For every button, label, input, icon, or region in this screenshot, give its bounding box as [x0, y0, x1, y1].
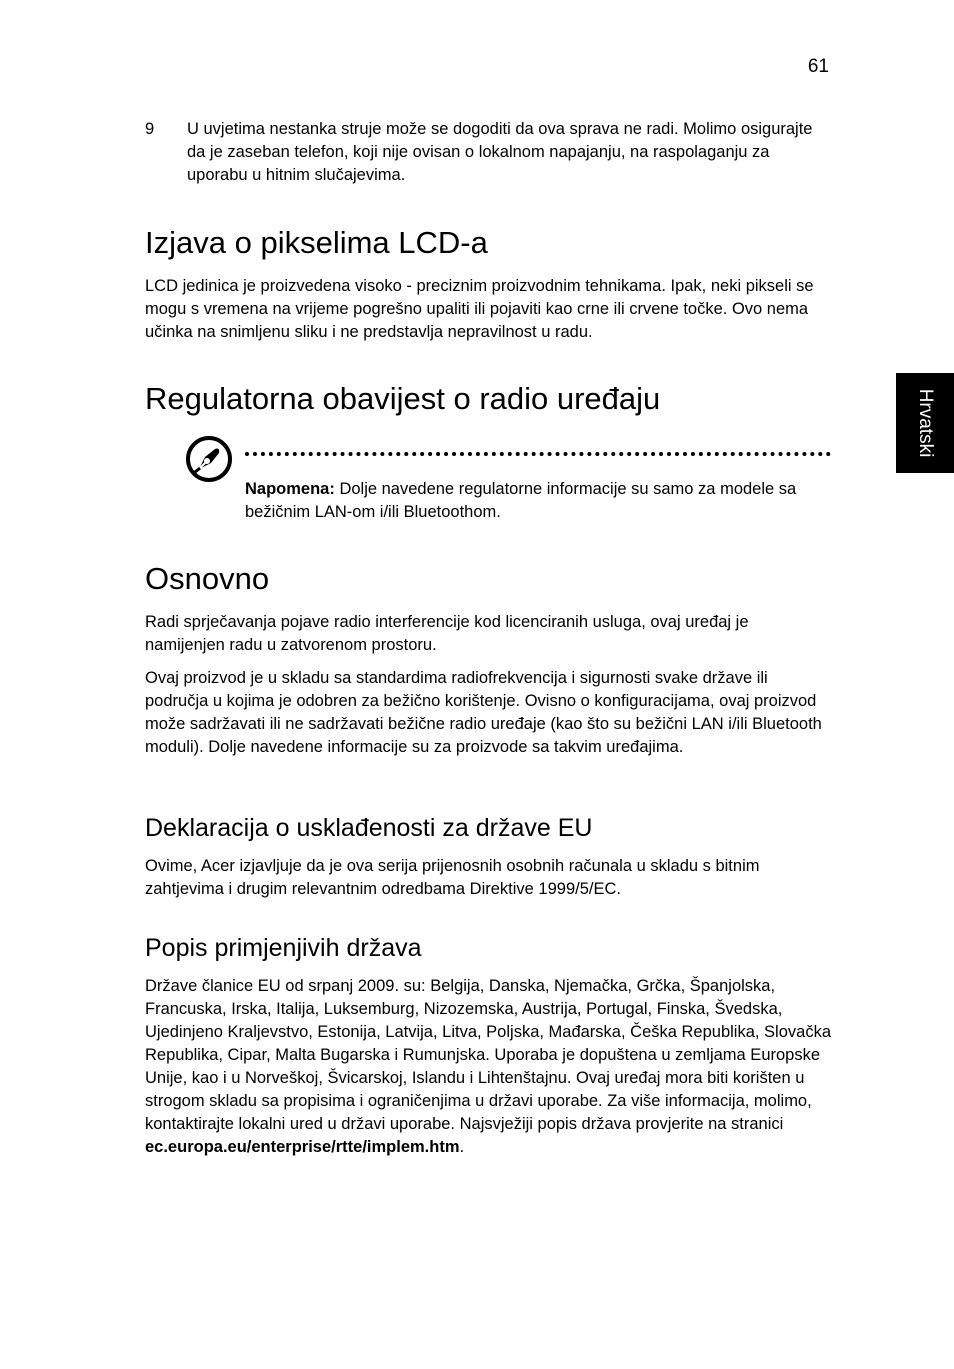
- list-item: [145, 118, 831, 187]
- eu-section-body: Ovime, Acer izjavljuje da je ova serija prijenosnih osobnih računala u skladu s bitnim zahtjevima i drugim relevantnim odredbama Direktive 1999/5/EC.: [145, 857, 760, 898]
- countries-section-block: [145, 975, 831, 1159]
- language-tab-label: Hrvatski: [915, 388, 936, 458]
- note-dotted-rule: [245, 452, 831, 456]
- lcd-section-heading: Izjava o pikselima LCD-a: [145, 225, 488, 260]
- page-number: 61: [807, 56, 829, 77]
- countries-link[interactable]: ec.europa.eu/enterprise/rtte/implem.htm: [145, 1138, 460, 1156]
- list-item-number: 9: [145, 120, 155, 138]
- lcd-section-body: LCD jedinica je proizvedena visoko - preciznim proizvodnim tehnikama. Ipak, neki pikseli se mogu s vremena na vrijeme pogrešno upaliti ili pojaviti kao crne ili crvene točke. Ovo nema učinka na snimljenu sliku i ne predstavlja nepravilnost u radu.: [145, 277, 814, 341]
- countries-text: Države članice EU od srpanj 2009. su: Belgija, Danska, Njemačka, Grčka, Španjolska, Francuska, Irska, Italija, Luksemburg, Nizozemska, Austrija, Portugal, Finska, Švedska, Ujedinjeno Kraljevstvo, Estonija, Latvija, Litva, Poljska, Mađarska, Češka Republika, Slovačka Republika, Cipar, Malta Bugarska i Rumunjska. Uporaba je dopuštena u zemljama Europske Unije, kao i u Norveškoj, Švicarskoj, Islandu i Lihtenštajnu. Ovaj uređaj mora biti korišten u strogom skladu sa propisima i ograničenjima u državi uporabe. Za više informacija, molimo, kontaktirajte lokalni ured u državi uporabe. Najsvježiji popis država provjerite na stranici: [145, 977, 831, 1133]
- language-tab: [896, 373, 954, 473]
- list-item-text: U uvjetima nestanka struje može se dogoditi da ova sprava ne radi. Molimo osigurajte da je zaseban telefon, koji nije ovisan o lokalnom napajanju, na raspolaganju za uporabu u hitnim slučajevima.: [187, 120, 813, 184]
- lcd-section-body-block: [145, 275, 831, 344]
- radio-section-heading: Regulatorna obavijest o radio uređaju: [145, 381, 661, 416]
- basic-section-block: [145, 611, 831, 759]
- countries-section-heading: Popis primjenjivih država: [145, 934, 422, 962]
- note-label: Napomena:: [245, 480, 335, 498]
- note-body: Dolje navedene regulatorne informacije su samo za modele sa bežičnim LAN-om i/ili Bluetoothom.: [245, 480, 797, 521]
- countries-end-punct: .: [459, 1138, 465, 1156]
- basic-paragraph-1: Radi sprječavanja pojave radio interferencije kod licenciranih usluga, ovaj uređaj je namijenjen radu u zatvorenom prostoru.: [145, 613, 749, 654]
- eu-section-block: [145, 855, 831, 901]
- basic-paragraph-2: Ovaj proizvod je u skladu sa standardima radiofrekvencija i sigurnosti svake države ili područja u kojima je odobren za bežično korištenje. Ovisno o konfiguracijama, ovaj proizvod može sadržavati ili ne sadržavati bežične radio uređaje (kao što su bežični LAN i/ili Bluetooth moduli). Dolje navedene informacije su za proizvode sa takvim uređajima.: [145, 669, 822, 756]
- countries-section-body: [145, 975, 831, 1159]
- eu-section-heading: Deklaracija o usklađenosti za države EU: [145, 814, 593, 842]
- basic-section-heading: Osnovno: [145, 561, 270, 596]
- note-text: [245, 478, 805, 524]
- note-pen-icon: [185, 435, 233, 483]
